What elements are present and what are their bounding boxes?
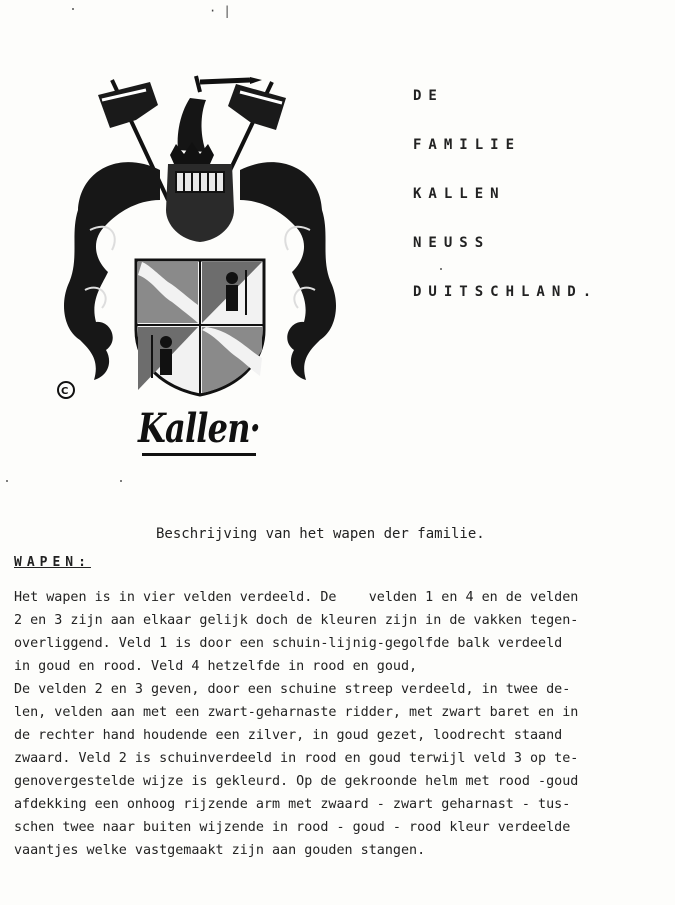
description-heading: Beschrijving van het wapen der familie. [156, 526, 485, 542]
title-line-city: NEUSS [413, 235, 491, 251]
scan-speck [440, 268, 442, 270]
crest-family-name: Kallen· [138, 405, 261, 452]
title-line-familie: FAMILIE [413, 137, 522, 153]
body-line: in goud en rood. Veld 4 hetzelfde in rood en goud, [14, 659, 418, 674]
body-line: 2 en 3 zijn aan elkaar gelijk doch de kleuren zijn in de vakken tegen- [14, 613, 579, 628]
crest-name-underline [142, 453, 256, 456]
body-line: genovergestelde wijze is gekleurd. Op de gekroonde helm met rood -goud [14, 774, 579, 789]
title-line-country: DUITSCHLAND. [413, 284, 599, 300]
section-label-wapen: WAPEN: [14, 555, 91, 570]
body-line: vaantjes welke vastgemaakt zijn aan gouden stangen. [14, 843, 426, 858]
coat-of-arms-drawing [50, 60, 350, 405]
body-line: De velden 2 en 3 geven, door een schuine streep verdeeld, in twee de- [14, 682, 571, 697]
svg-text:C: C [61, 386, 69, 397]
scan-speck [6, 480, 8, 482]
body-line: overliggend. Veld 1 is door een schuin-lijnig-gegolfde balk verdeeld [14, 636, 563, 651]
page-mark: · | [209, 4, 231, 18]
coat-of-arms [50, 60, 350, 460]
body-line: Het wapen is in vier velden verdeeld. De velden 1 en 4 en de velden [14, 590, 579, 605]
title-line-de: DE [413, 88, 444, 104]
body-line: afdekking een onhoog rijzende arm met zwaard - zwart geharnast - tus- [14, 797, 571, 812]
title-line-name: KALLEN [413, 186, 506, 202]
body-line: de rechter hand houdende een zilver, in goud gezet, loodrecht staand [14, 728, 563, 743]
scan-speck [120, 480, 122, 482]
body-line: zwaard. Veld 2 is schuinverdeeld in rood en goud terwijl veld 3 op te- [14, 751, 579, 766]
body-line: len, velden aan met een zwart-geharnaste ridder, met zwart baret en in [14, 705, 579, 720]
body-line: schen twee naar buiten wijzende in rood - goud - rood kleur verdeelde [14, 820, 571, 835]
scan-speck [72, 8, 74, 10]
